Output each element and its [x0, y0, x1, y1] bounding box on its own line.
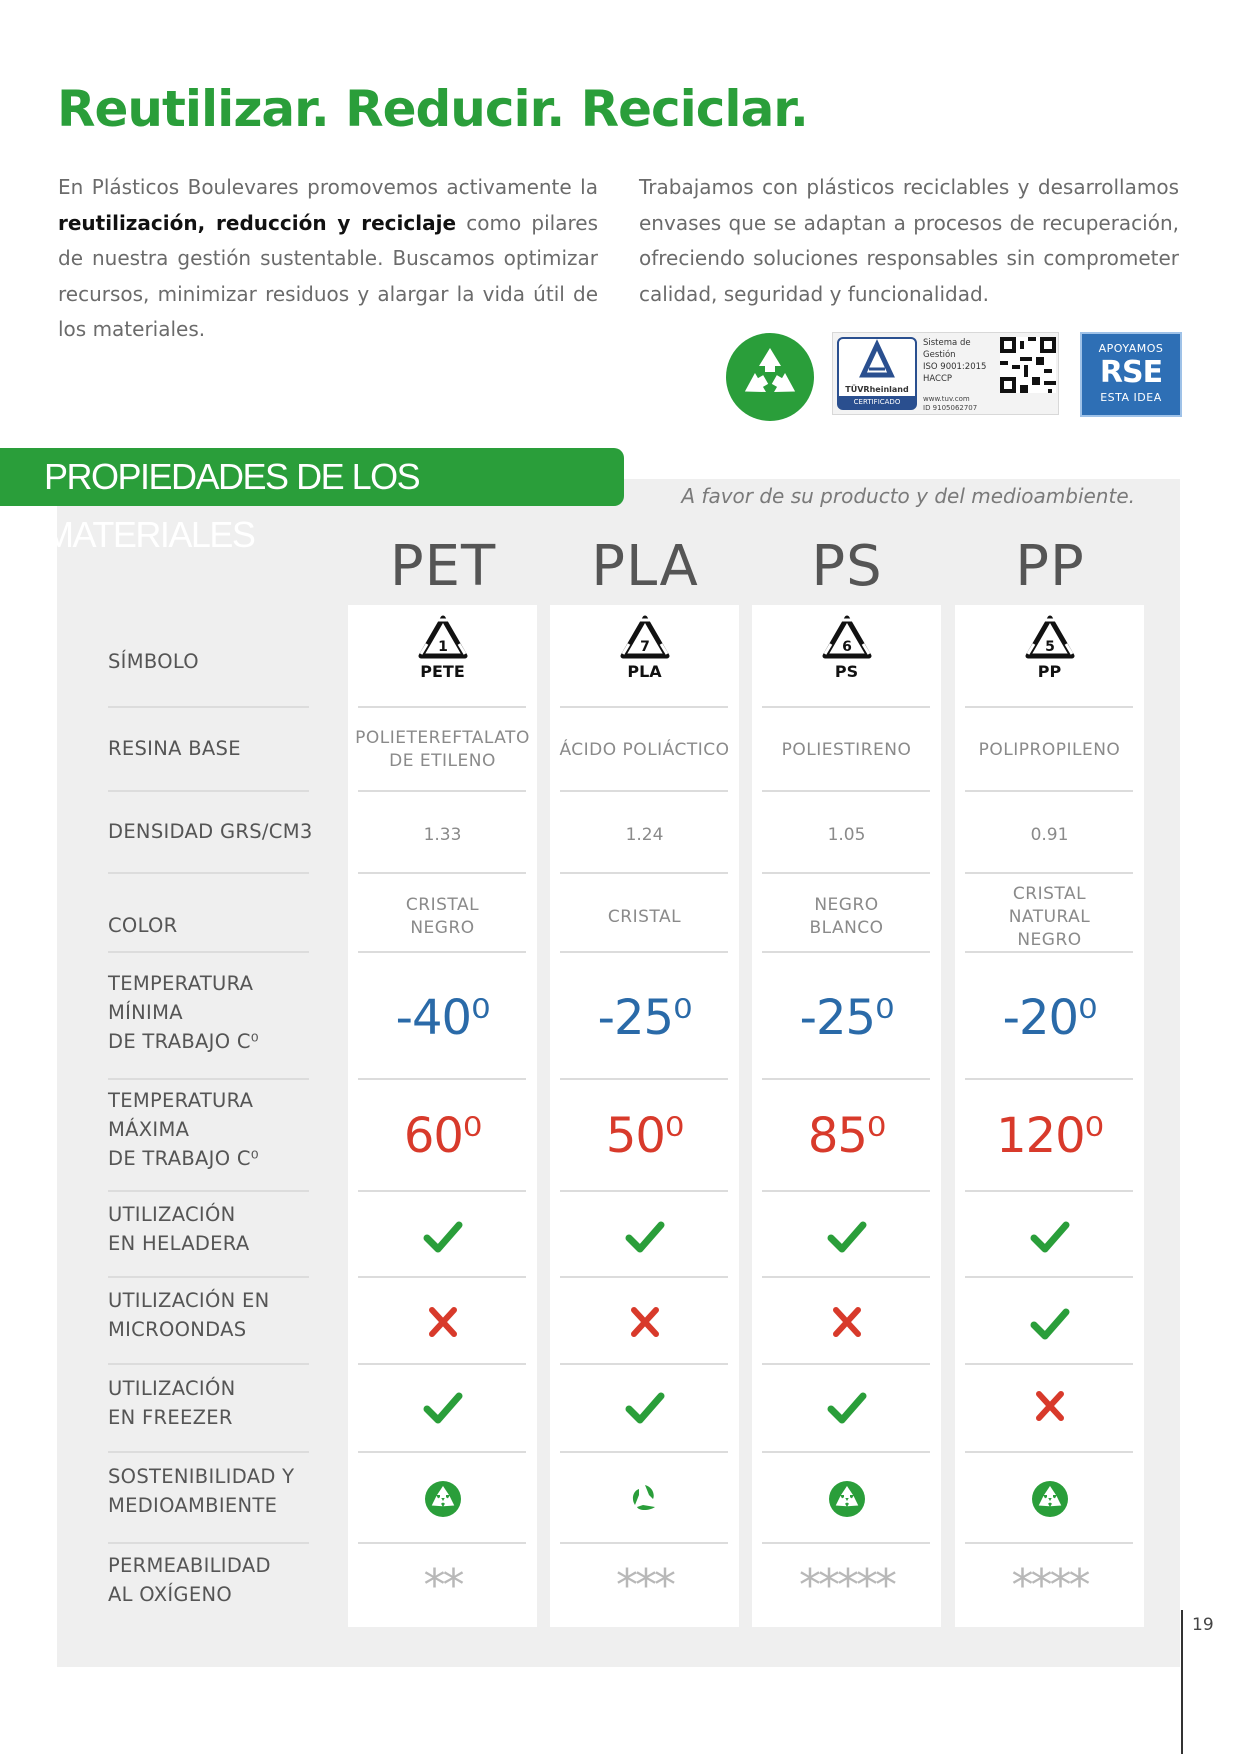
- resin-symbol-icon: [550, 614, 739, 681]
- row-divider: [108, 1542, 309, 1544]
- intro-right-paragraph: Trabajamos con plásticos reciclables y desarrollamos envases que se adaptan a procesos de recuperación, ofreciendo soluciones responsables sin comprometer calidad, seguridad y funcionalidad.: [639, 175, 1179, 306]
- cell-divider: [358, 872, 526, 874]
- cell-divider: [965, 1542, 1133, 1544]
- cell-divider: [560, 872, 728, 874]
- svg-text:5: 5: [1044, 639, 1055, 655]
- resin-base-value: POLIESTIRENO: [781, 739, 912, 760]
- tuv-text: Sistema de Gestión ISO 9001:2015 HACCP: [923, 338, 987, 384]
- row-divider: [108, 1363, 309, 1365]
- cell-divider: [762, 1542, 930, 1544]
- cell-divider: [358, 706, 526, 708]
- cell-divider: [358, 951, 526, 953]
- cell-divider: [762, 872, 930, 874]
- cell-divider: [560, 1190, 728, 1192]
- oxygen-permeability-stars: *****: [799, 1560, 894, 1611]
- svg-text:7: 7: [639, 639, 650, 655]
- temp-max-value: 60⁰: [403, 1108, 482, 1164]
- cell-divider: [560, 790, 728, 792]
- row-divider: [108, 1078, 309, 1080]
- tuv-footer: www.tuv.com ID 9105062707: [923, 395, 978, 412]
- temp-min-value: -25⁰: [597, 990, 692, 1046]
- cell-divider: [560, 1451, 728, 1453]
- temp-min-value: -40⁰: [395, 990, 490, 1046]
- page-number: 19: [1192, 1615, 1214, 1635]
- resin-code-label: PETE: [420, 662, 465, 681]
- row-label: TEMPERATURA MÁXIMA DE TRABAJO C⁰: [108, 1089, 259, 1170]
- fridge-usage-check-icon: [955, 1219, 1144, 1259]
- cell-divider: [965, 872, 1133, 874]
- cell-divider: [358, 1078, 526, 1080]
- cell-divider: [762, 951, 930, 953]
- recycle-icon: [752, 1479, 941, 1523]
- svg-text:1: 1: [437, 639, 448, 655]
- temp-max-value: 120⁰: [996, 1108, 1103, 1164]
- recycle-icon: [955, 1479, 1144, 1523]
- cell-divider: [965, 706, 1133, 708]
- density-value: 1.05: [827, 825, 866, 845]
- row-label: SÍMBOLO: [108, 650, 199, 673]
- row-label: UTILIZACIÓN EN FREEZER: [108, 1377, 236, 1429]
- row-divider: [108, 1451, 309, 1453]
- cell-divider: [762, 706, 930, 708]
- page-divider: [1181, 1610, 1183, 1754]
- cell-divider: [358, 1542, 526, 1544]
- cell-divider: [762, 1363, 930, 1365]
- oxygen-permeability-stars: **: [423, 1560, 462, 1611]
- material-header-pla: PLA: [591, 534, 699, 599]
- cell-divider: [762, 1190, 930, 1192]
- density-value: 0.91: [1030, 825, 1069, 845]
- qr-code-icon: [1000, 337, 1056, 393]
- resin-base-value: POLIPROPILENO: [978, 739, 1121, 760]
- color-value: CRISTAL NEGRO: [405, 895, 480, 938]
- microwave-usage-cross-icon: [550, 1306, 739, 1342]
- intro-left-paragraph: En Plásticos Boulevares promovemos activamente la reutilización, reducción y reciclaje como pilares de nuestra gestión sustentable. Buscamos optimizar recursos, minimizar residuos y alargar la vida útil de los materiales.: [58, 175, 598, 341]
- fridge-usage-check-icon: [550, 1219, 739, 1259]
- material-header-ps: PS: [811, 534, 883, 599]
- cell-divider: [560, 1276, 728, 1278]
- cell-divider: [560, 1078, 728, 1080]
- tuv-badge: TÜVRheinland CERTIFICADO: [837, 337, 917, 410]
- recycle-logo-icon: [725, 332, 815, 422]
- row-divider: [108, 951, 309, 953]
- cell-divider: [560, 1363, 728, 1365]
- resin-code-label: PLA: [627, 662, 662, 681]
- cell-divider: [762, 1276, 930, 1278]
- leaf-recycle-icon: [550, 1479, 739, 1523]
- color-value: CRISTAL NATURAL NEGRO: [1008, 883, 1091, 950]
- material-header-pp: PP: [1015, 534, 1085, 599]
- svg-text:6: 6: [841, 639, 852, 655]
- intro-bold-text: reutilización, reducción y reciclaje: [58, 210, 457, 235]
- freezer-usage-check-icon: [550, 1390, 739, 1430]
- resin-base-value: ÁCIDO POLIÁCTICO: [559, 739, 730, 760]
- cell-divider: [965, 1363, 1133, 1365]
- cell-divider: [762, 1451, 930, 1453]
- row-divider: [108, 790, 309, 792]
- color-value: NEGRO BLANCO: [809, 895, 884, 938]
- microwave-usage-check-icon: [955, 1306, 1144, 1346]
- freezer-usage-check-icon: [348, 1390, 537, 1430]
- page-title: Reutilizar. Reducir. Reciclar.: [57, 80, 808, 138]
- microwave-usage-cross-icon: [752, 1306, 941, 1342]
- freezer-usage-check-icon: [752, 1390, 941, 1430]
- microwave-usage-cross-icon: [348, 1306, 537, 1342]
- row-divider: [108, 1190, 309, 1192]
- section-banner: PROPIEDADES DE LOS MATERIALES: [0, 448, 624, 506]
- cell-divider: [965, 1190, 1133, 1192]
- recycle-icon: [348, 1479, 537, 1523]
- cell-divider: [965, 1276, 1133, 1278]
- color-value: CRISTAL: [607, 906, 682, 927]
- temp-min-value: -20⁰: [1002, 990, 1097, 1046]
- rse-logo: APOYAMOS RSE ESTA IDEA: [1080, 332, 1182, 417]
- resin-code-label: PP: [1037, 662, 1062, 681]
- resin-symbol-icon: [752, 614, 941, 681]
- oxygen-permeability-stars: ****: [1011, 1560, 1088, 1611]
- row-divider: [108, 1276, 309, 1278]
- cell-divider: [762, 790, 930, 792]
- row-label: COLOR: [108, 914, 178, 937]
- material-header-pet: PET: [389, 534, 497, 599]
- temp-max-value: 85⁰: [807, 1108, 886, 1164]
- row-label: PERMEABILIDAD AL OXÍGENO: [108, 1554, 271, 1606]
- temp-min-value: -25⁰: [799, 990, 894, 1046]
- cell-divider: [358, 1276, 526, 1278]
- cell-divider: [358, 1190, 526, 1192]
- density-value: 1.33: [423, 825, 462, 845]
- row-label: UTILIZACIÓN EN MICROONDAS: [108, 1289, 270, 1341]
- cell-divider: [358, 1363, 526, 1365]
- tagline: A favor de su producto y del medioambiente.: [681, 484, 1135, 508]
- freezer-usage-cross-icon: [955, 1390, 1144, 1426]
- cell-divider: [560, 706, 728, 708]
- oxygen-permeability-stars: ***: [616, 1560, 673, 1611]
- cell-divider: [965, 1451, 1133, 1453]
- cell-divider: [965, 1078, 1133, 1080]
- row-divider: [108, 872, 309, 874]
- resin-base-value: POLIETEREFTALATO DE ETILENO: [355, 728, 530, 771]
- resin-symbol-icon: [348, 614, 537, 681]
- cell-divider: [358, 1451, 526, 1453]
- row-label: TEMPERATURA MÍNIMA DE TRABAJO C⁰: [108, 972, 259, 1053]
- row-label: UTILIZACIÓN EN HELADERA: [108, 1203, 250, 1255]
- row-label: SOSTENIBILIDAD Y MEDIOAMBIENTE: [108, 1465, 295, 1517]
- density-value: 1.24: [625, 825, 664, 845]
- row-label: RESINA BASE: [108, 737, 241, 760]
- cell-divider: [965, 790, 1133, 792]
- cell-divider: [358, 790, 526, 792]
- row-label: DENSIDAD GRS/CM3: [108, 820, 313, 843]
- fridge-usage-check-icon: [752, 1219, 941, 1259]
- cell-divider: [560, 951, 728, 953]
- cell-divider: [560, 1542, 728, 1544]
- fridge-usage-check-icon: [348, 1219, 537, 1259]
- resin-symbol-icon: [955, 614, 1144, 681]
- temp-max-value: 50⁰: [605, 1108, 684, 1164]
- resin-code-label: PS: [834, 662, 859, 681]
- cell-divider: [762, 1078, 930, 1080]
- tuv-certification-logo: [832, 332, 1059, 415]
- row-divider: [108, 706, 309, 708]
